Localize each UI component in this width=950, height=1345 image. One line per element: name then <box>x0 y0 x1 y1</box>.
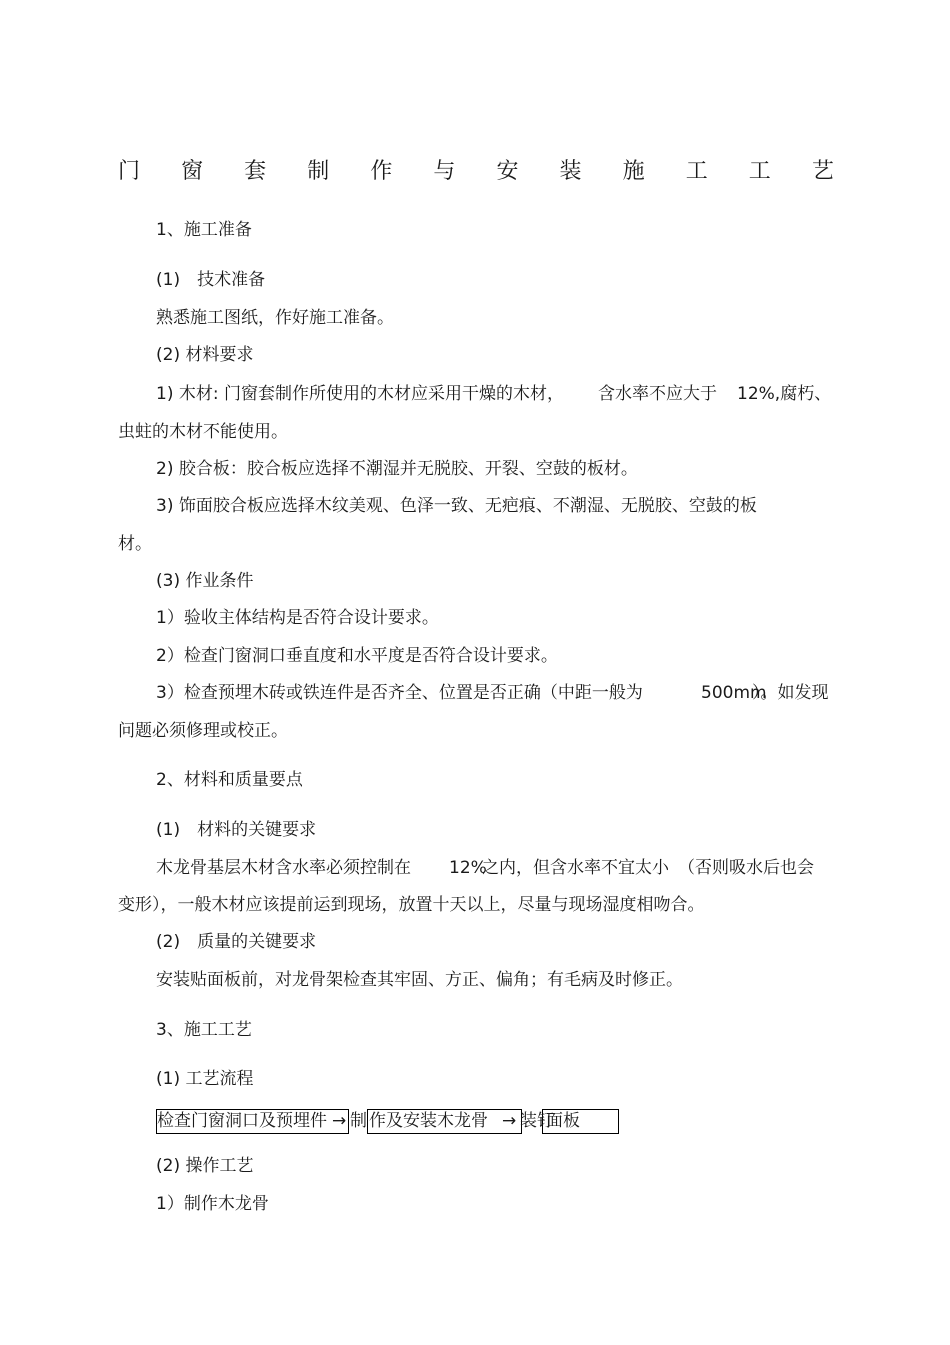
paragraph: 安装贴面板前，对龙骨架检查其牢固、方正、偏角；有毛病及时修正。 <box>156 970 683 990</box>
subsection-heading: (1) 材料的关键要求 <box>156 820 317 840</box>
paragraph: 1）制作木龙骨 <box>156 1194 269 1214</box>
flow-step-2: 作及安装木龙骨 <box>369 1111 488 1131</box>
paragraph: ）。如发现 <box>752 683 829 703</box>
subsection-heading: (2) 操作工艺 <box>156 1156 254 1176</box>
paragraph: 1）验收主体结构是否符合设计要求。 <box>156 608 439 628</box>
paragraph: 12% <box>449 858 487 878</box>
paragraph: 变形），一般木材应该提前运到现场，放置十天以上，尽量与现场湿度相吻合。 <box>118 895 705 915</box>
page-title <box>118 158 834 186</box>
subsection-heading: (1) 工艺流程 <box>156 1069 254 1089</box>
title-char: 装 <box>559 159 582 184</box>
paragraph: 之内，但含水率不宜太小 <box>482 858 669 878</box>
title-char: 制 <box>307 159 330 184</box>
paragraph: 12%,腐朽、 <box>737 384 832 404</box>
paragraph: 3）检查预埋木砖或铁连件是否齐全、位置是否正确（中距一般为 <box>156 683 643 703</box>
section-heading-3: 3、施工工艺 <box>156 1020 252 1040</box>
flow-arrow: → <box>332 1111 347 1131</box>
paragraph: 熟悉施工图纸，作好施工准备。 <box>156 308 394 328</box>
paragraph: 木龙骨基层木材含水率必须控制在 <box>156 858 411 878</box>
paragraph: 2）检查门窗洞口垂直度和水平度是否符合设计要求。 <box>156 646 558 666</box>
flow-step-3-prefix: 装钉 <box>520 1111 554 1131</box>
title-char: 套 <box>244 159 267 184</box>
paragraph: 材。 <box>118 534 152 554</box>
title-char: 施 <box>622 159 645 184</box>
subsection-heading: (1) 技术准备 <box>156 270 266 290</box>
flow-step-2-prefix: 制 <box>350 1111 367 1131</box>
title-char: 工 <box>748 159 771 184</box>
paragraph: 500mm <box>701 683 767 703</box>
paragraph: 2) 胶合板：胶合板应选择不潮湿并无脱胶、开裂、空鼓的板材。 <box>156 459 638 479</box>
subsection-heading: (2) 材料要求 <box>156 345 254 365</box>
subsection-heading: (3) 作业条件 <box>156 571 254 591</box>
paragraph: 虫蛀的木材不能使用。 <box>118 422 288 442</box>
title-char: 作 <box>370 159 393 184</box>
title-char: 工 <box>685 159 708 184</box>
paragraph: （否则吸水后也会 <box>678 858 814 878</box>
title-char: 门 <box>118 159 141 184</box>
title-char: 与 <box>433 159 456 184</box>
paragraph: 问题必须修理或校正。 <box>118 721 288 741</box>
subsection-heading: (2) 质量的关键要求 <box>156 932 317 952</box>
paragraph: 含水率不应大于 <box>598 384 717 404</box>
flow-step-1: 检查门窗洞口及预埋件 <box>157 1111 327 1131</box>
flow-step-3: 面板 <box>546 1111 580 1131</box>
paragraph: 1) 木材: 门窗套制作所使用的木材应采用干燥的木材， <box>156 384 564 404</box>
title-char: 安 <box>496 159 519 184</box>
title-char: 艺 <box>811 159 834 184</box>
flow-arrow: → <box>502 1111 517 1131</box>
section-heading-1: 1、施工准备 <box>156 220 252 240</box>
section-heading-2: 2、材料和质量要点 <box>156 770 303 790</box>
paragraph: 3) 饰面胶合板应选择木纹美观、色泽一致、无疤痕、不潮湿、无脱胶、空鼓的板 <box>156 496 757 516</box>
title-char: 窗 <box>181 159 204 184</box>
